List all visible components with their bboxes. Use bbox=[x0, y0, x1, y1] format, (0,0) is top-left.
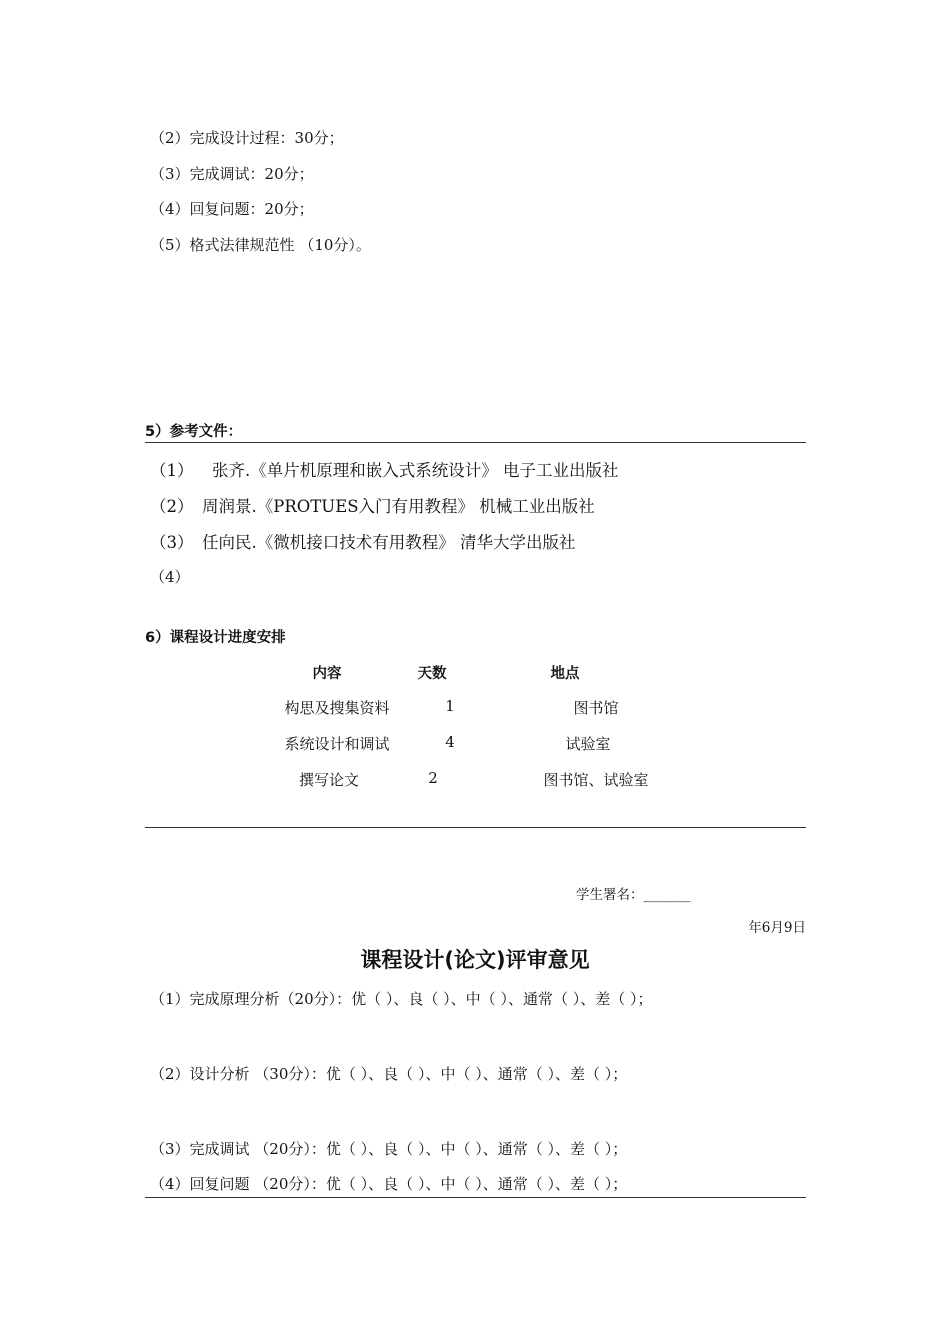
schedule-cell-content: 系统设计和调试 bbox=[284, 735, 390, 753]
schedule-divider bbox=[145, 827, 806, 828]
schedule-cell-location: 图书馆 bbox=[573, 699, 619, 717]
schedule-header-content: 内容 bbox=[312, 666, 342, 682]
scoring-item: （3）完成调试：20分； bbox=[150, 165, 314, 183]
scoring-item: （5）格式法律规范性 （10分）。 bbox=[150, 236, 371, 254]
signature-date: 年6月9日 bbox=[748, 920, 806, 936]
review-row-label: （1）完成原理分析（20分）： bbox=[150, 990, 352, 1008]
reference-number: （2） bbox=[150, 497, 194, 516]
schedule-cell-location: 试验室 bbox=[565, 735, 611, 753]
schedule-cell-location: 图书馆、试验室 bbox=[543, 771, 649, 789]
schedule-cell-days: 2 bbox=[428, 769, 438, 787]
review-row-grades: 优（ ）、良（ ）、中（ ）、通常（ ）、差（ ）； bbox=[325, 1065, 628, 1083]
review-row bbox=[150, 1063, 627, 1084]
review-row bbox=[150, 1173, 627, 1194]
schedule-heading: 6）课程设计进度安排 bbox=[145, 630, 286, 646]
student-signature-label: 学生署名：_______ bbox=[576, 887, 691, 903]
review-row-label: （3）完成调试 （20分）： bbox=[150, 1140, 326, 1158]
schedule-cell-content: 构思及搜集资料 bbox=[284, 699, 390, 717]
reference-text: 任向民.《微机接口技术有用教程》 清华大学出版社 bbox=[202, 533, 576, 552]
reference-text: 张齐.《单片机原理和嵌入式系统设计》 电子工业出版社 bbox=[212, 461, 619, 480]
review-row-grades: 优（ ）、良（ ）、中（ ）、通常（ ）、差（ ）； bbox=[351, 990, 653, 1008]
schedule-header-days: 天数 bbox=[417, 666, 447, 682]
reference-number: （3） bbox=[150, 533, 194, 552]
review-divider bbox=[145, 1197, 806, 1198]
reference-number: （4） bbox=[150, 568, 190, 586]
review-row-grades: 优（ ）、良（ ）、中（ ）、通常（ ）、差（ ）； bbox=[325, 1140, 628, 1158]
reference-number: （1） bbox=[150, 461, 194, 480]
schedule-cell-content: 撰写论文 bbox=[298, 771, 359, 789]
references-divider bbox=[145, 442, 806, 443]
schedule-cell-days: 4 bbox=[445, 733, 455, 751]
review-title: 课程设计(论文)评审意见 bbox=[360, 948, 590, 972]
review-row bbox=[150, 1138, 627, 1159]
review-row-label: （2）设计分析 （30分）： bbox=[150, 1065, 326, 1083]
review-row-label: （4）回复问题 （20分）： bbox=[150, 1175, 326, 1193]
schedule-cell-days: 1 bbox=[445, 697, 455, 715]
review-row bbox=[150, 988, 652, 1009]
references-heading: 5）参考文件： bbox=[145, 424, 243, 440]
scoring-item: （2）完成设计过程：30分； bbox=[150, 129, 344, 147]
reference-text: 周润景.《PROTUES入门有用教程》 机械工业出版社 bbox=[202, 497, 595, 516]
review-row-grades: 优（ ）、良（ ）、中（ ）、通常（ ）、差（ ）； bbox=[325, 1175, 628, 1193]
schedule-header-location: 地点 bbox=[550, 666, 580, 682]
scoring-item: （4）回复问题：20分； bbox=[150, 200, 314, 218]
